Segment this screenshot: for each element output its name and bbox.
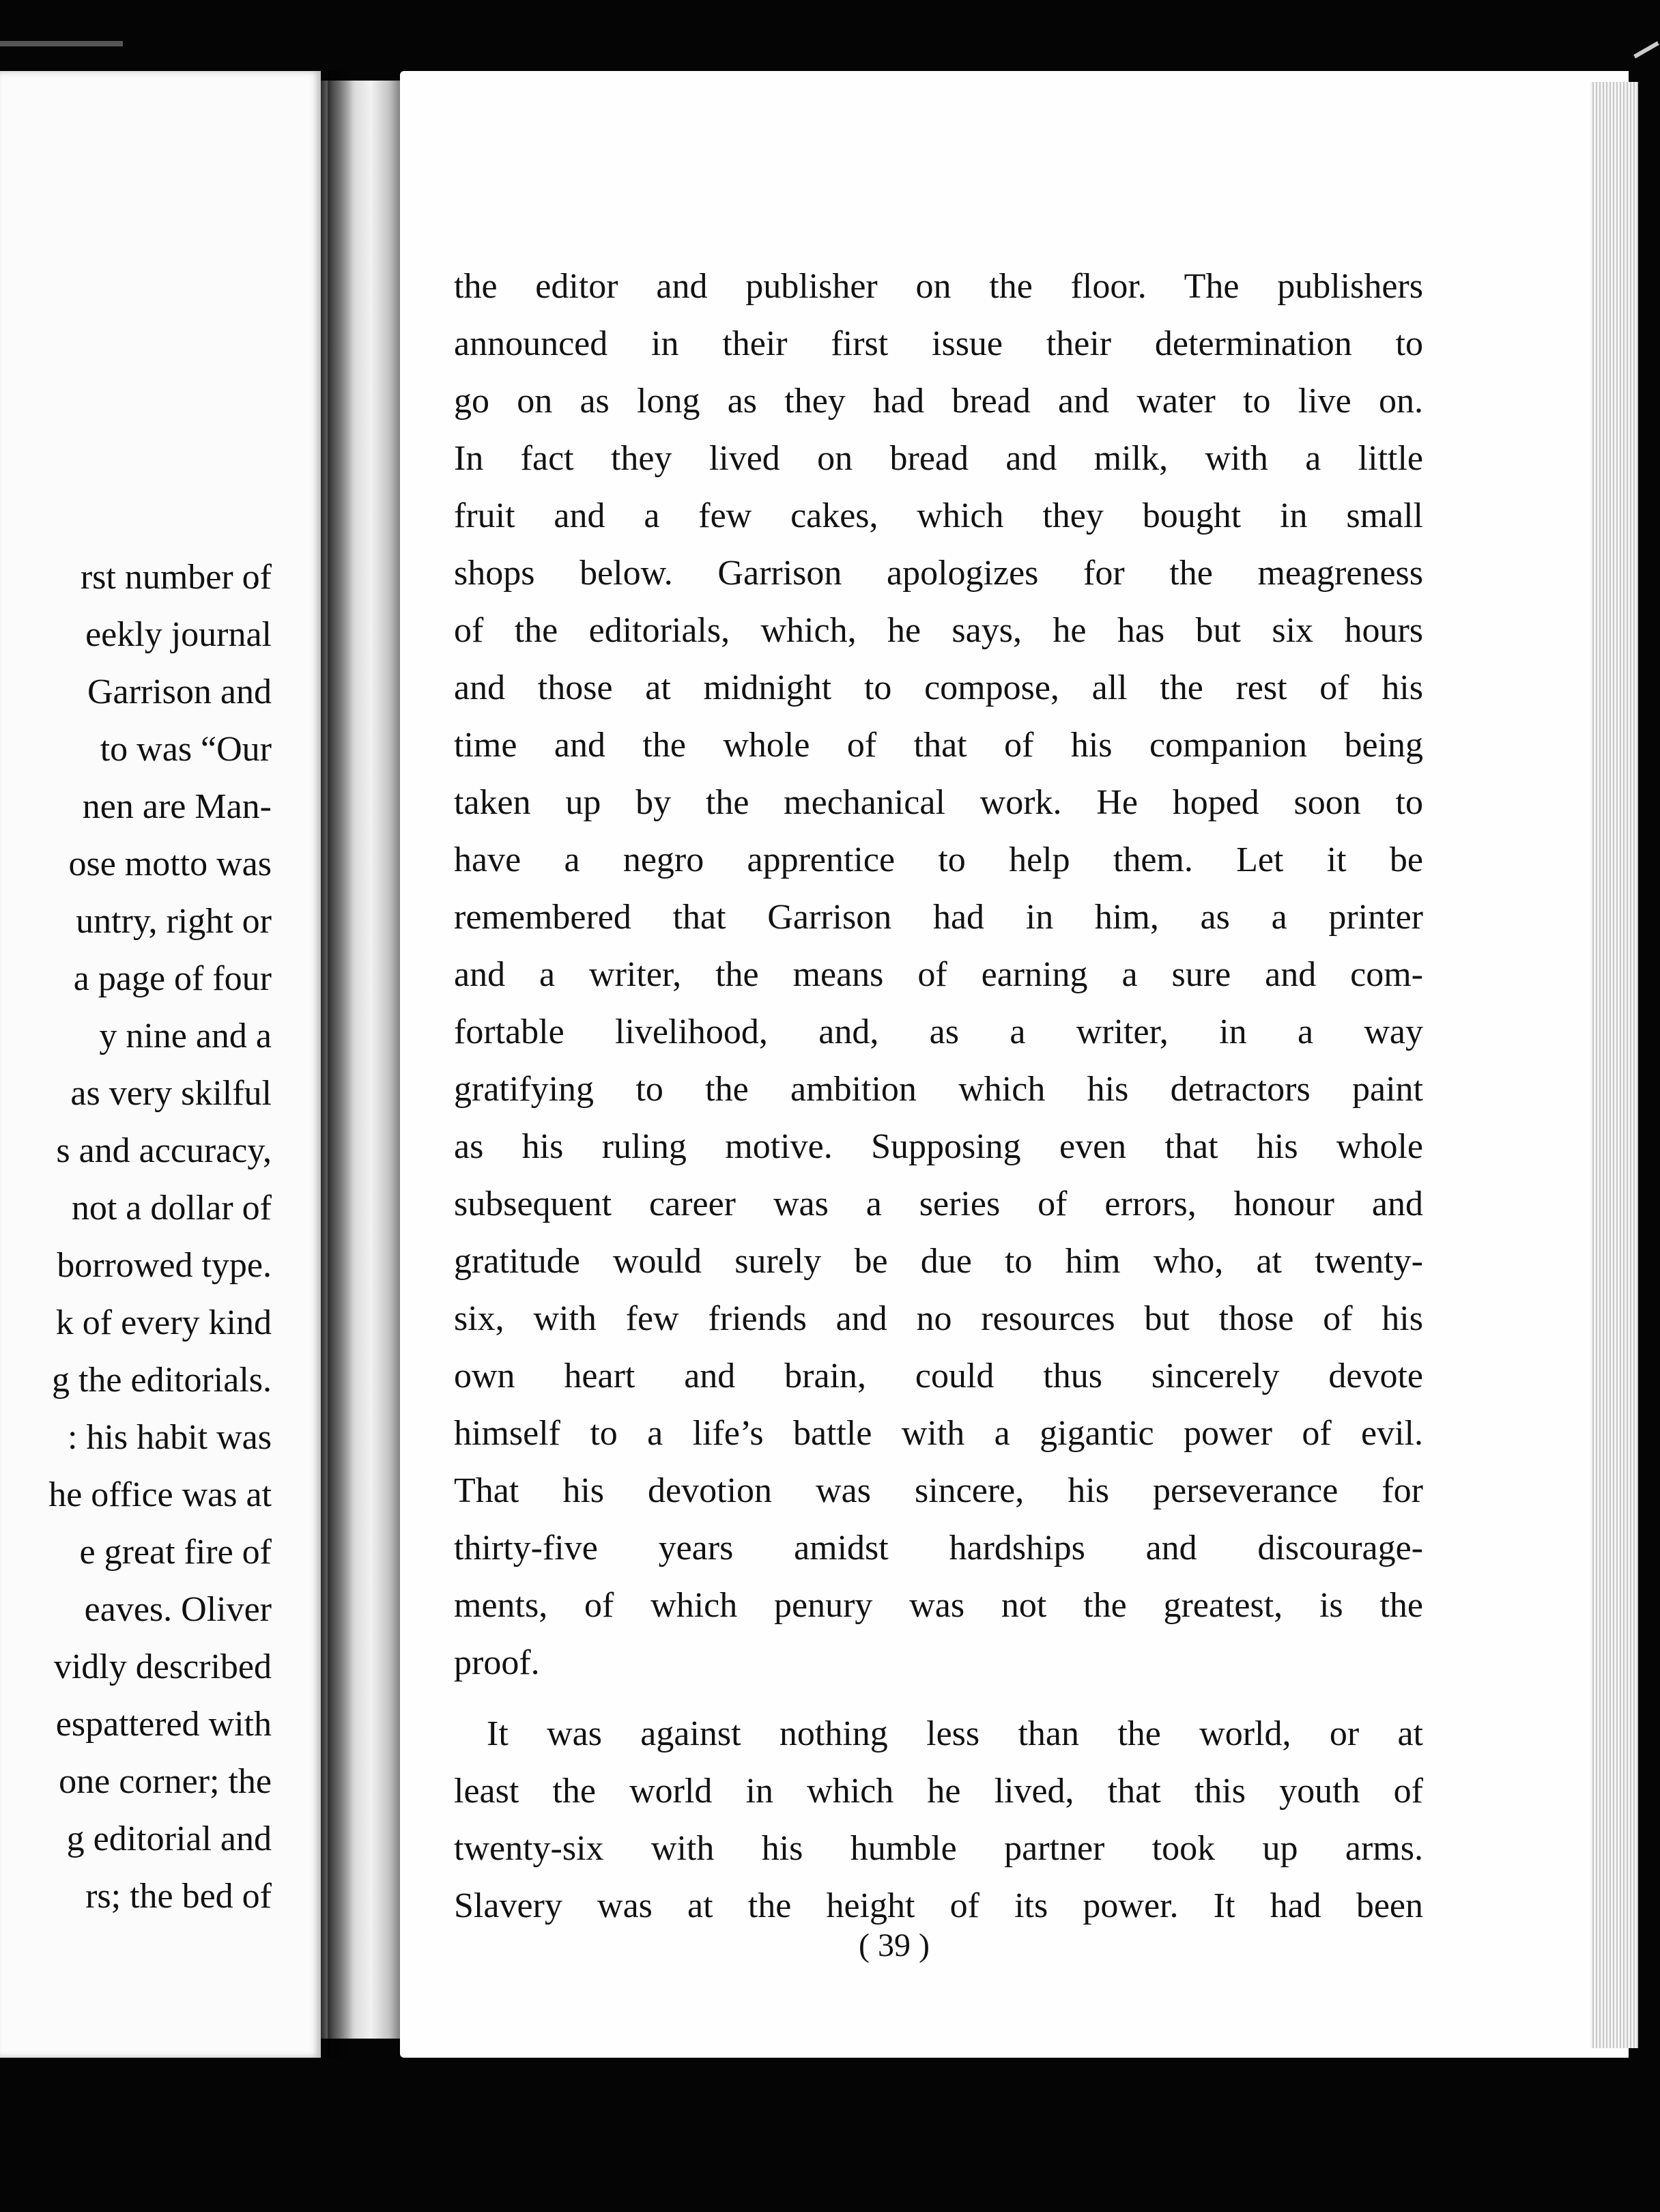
text-line: twenty-six with his humble partner took up arms. [454,1829,1423,1868]
text-line: proof. [454,1643,540,1682]
left-text-line: k of every kind [55,1303,272,1342]
text-line: go on as long as they had bread and water to live on. [454,382,1423,421]
left-text-line: untry, right or [76,902,272,941]
left-text-line: not a dollar of [71,1189,272,1228]
left-text-line: Garrison and [87,672,272,711]
left-text-line: espattered with [55,1705,272,1744]
text-line: have a negro apprentice to help them. Let it be [454,840,1423,879]
paragraph-1 [454,258,1423,1692]
scan-edge-mark [0,41,123,46]
text-line: ments, of which penury was not the greatest, is the [454,1586,1423,1625]
page-edges [1590,82,1638,2048]
text-line: the editor and publisher on the floor. The publishers [454,267,1423,306]
left-text-line: nen are Man- [82,787,272,826]
text-line: gratitude would surely be due to him who, at twenty- [454,1242,1423,1281]
text-line: of the editorials, which, he says, he has but six hours [454,611,1423,650]
gutter-shadow [328,71,355,2058]
left-text-line: g the editorials. [51,1361,272,1400]
left-text-line: g editorial and [66,1819,272,1858]
text-line: Slavery was at the height of its power. It had been [454,1886,1423,1925]
text-line: taken up by the mechanical work. He hoped soon to [454,783,1423,822]
left-text-line: a page of four [73,959,272,998]
left-text-line: s and accuracy, [56,1131,272,1170]
text-line: own heart and brain, could thus sincerely devote [454,1357,1423,1395]
text-line: It was against nothing less than the world, or at [487,1714,1423,1753]
text-line: announced in their first issue their determination to [454,324,1423,363]
text-line: remembered that Garrison had in him, as a printer [454,898,1423,937]
text-line: time and the whole of that of his companion being [454,726,1423,765]
left-text-line: ose motto was [68,845,272,883]
text-line: himself to a life’s battle with a gigantic power of evil. [454,1414,1423,1453]
text-line: thirty-five years amidst hardships and discourage- [454,1529,1423,1568]
text-line: gratifying to the ambition which his detractors paint [454,1070,1423,1109]
text-line: fruit and a few cakes, which they bought in small [454,496,1423,535]
left-text-line: one corner; the [59,1762,272,1801]
text-line: and a writer, the means of earning a sure and com- [454,955,1423,994]
text-line: fortable livelihood, and, as a writer, in a way [454,1012,1423,1051]
left-text-line: : his habit was [68,1418,272,1457]
left-text-line: eaves. Oliver [84,1590,272,1629]
left-text-line: y nine and a [99,1017,272,1055]
text-line: In fact they lived on bread and milk, with a little [454,439,1423,478]
page-number: ( 39 ) [859,1927,930,1963]
paragraph-2 [454,1705,1423,1935]
text-line: shops below. Garrison apologizes for the meagreness [454,554,1423,593]
left-text-line: eekly journal [85,615,272,654]
left-text-line: e great fire of [79,1533,272,1572]
left-text-line: rs; the bed of [85,1877,272,1916]
text-line: That his devotion was sincere, his perseverance for [454,1471,1423,1510]
left-text-line: as very skilful [70,1074,272,1113]
left-text-line: rst number of [80,558,272,597]
left-text-line: vidly described [53,1647,272,1686]
text-line: and those at midnight to compose, all the rest of his [454,668,1423,707]
left-text-line: to was “Our [100,730,272,769]
text-line: least the world in which he lived, that this youth of [454,1772,1423,1811]
left-text-line: borrowed type. [57,1246,272,1285]
left-text-line: he office was at [48,1475,272,1514]
text-line: as his ruling motive. Supposing even that his whole [454,1127,1423,1166]
paragraph-gap [454,1692,1423,1705]
right-page-text [454,258,1423,1935]
text-line: subsequent career was a series of errors, honour and [454,1185,1423,1223]
text-line: six, with few friends and no resources but those of his [454,1299,1423,1338]
left-page-text [0,549,272,1925]
